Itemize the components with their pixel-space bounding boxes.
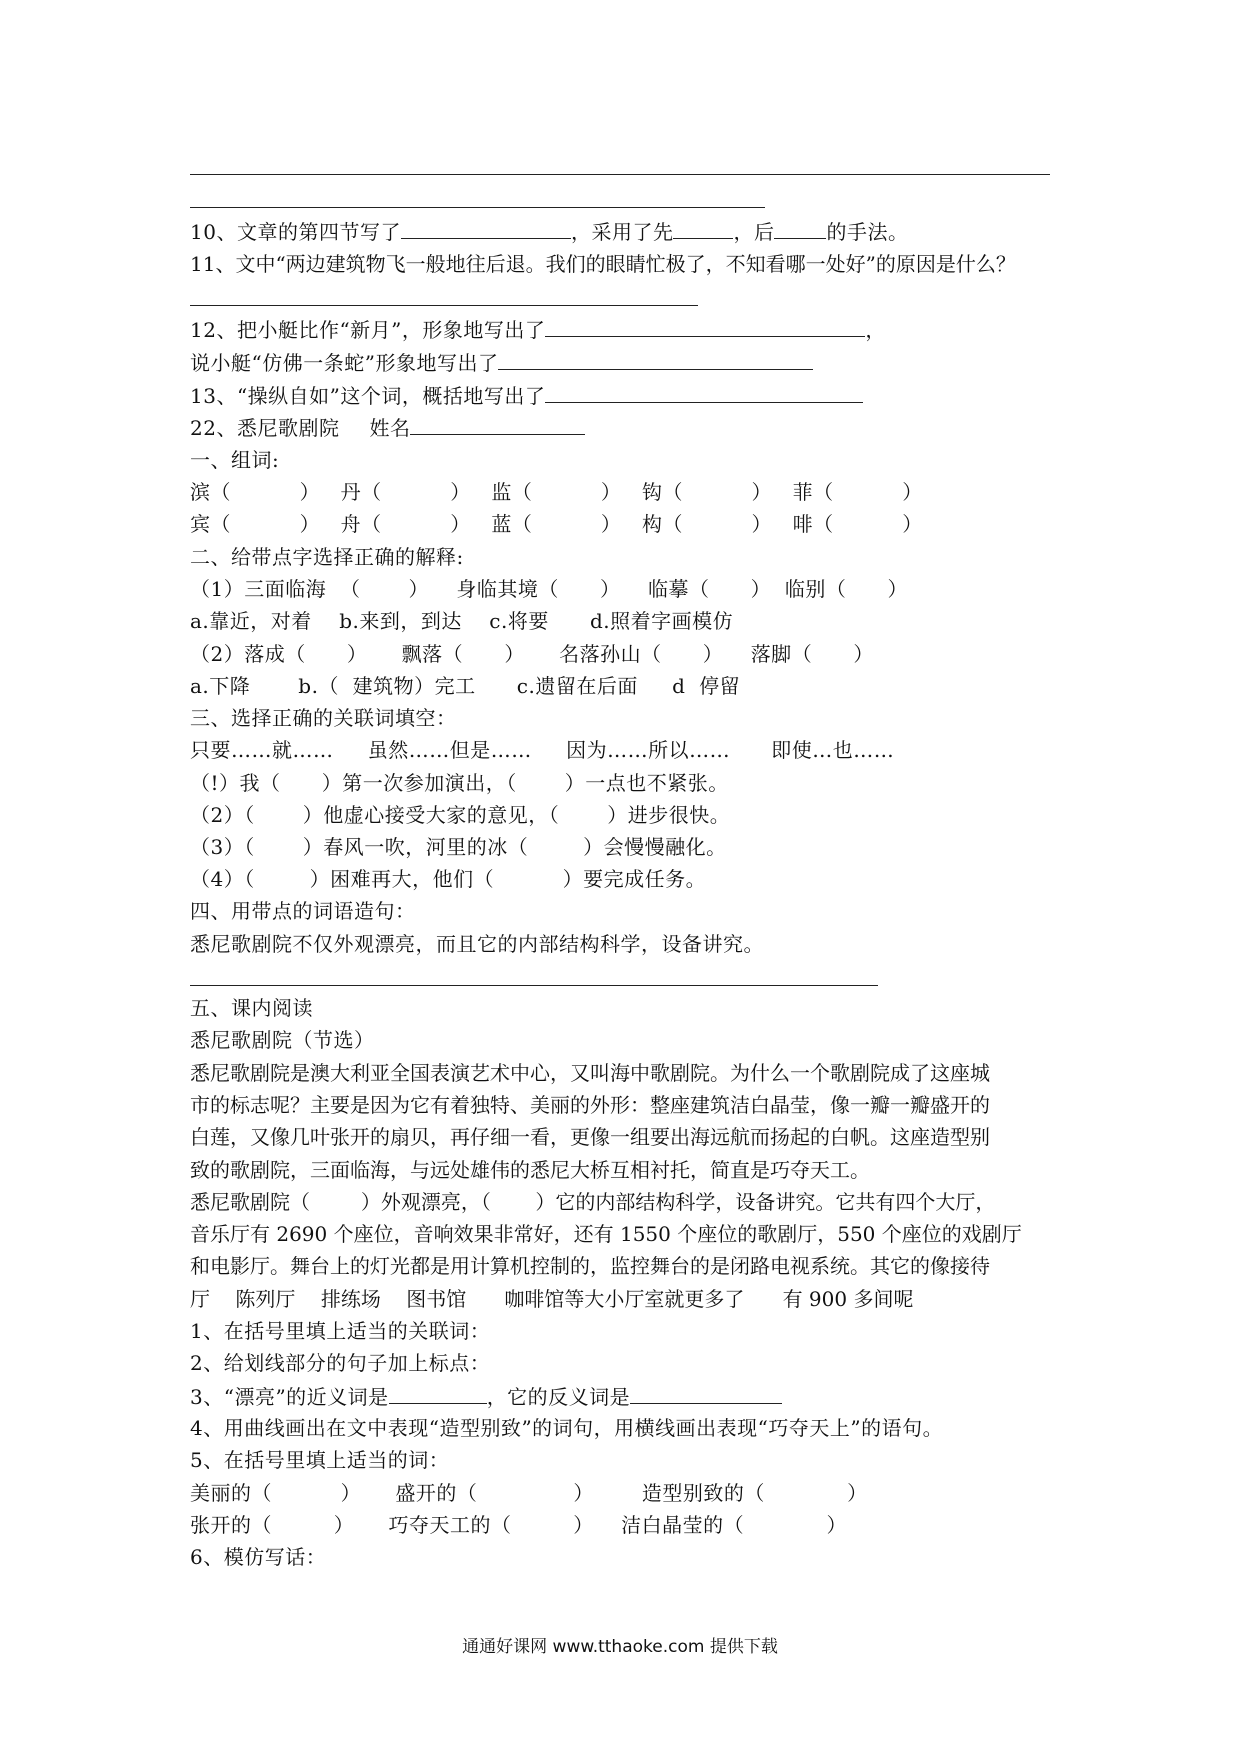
page-footer: 通通好课网 www.tthaoke.com 提供下载 (462, 1637, 778, 1657)
word-group-row: 滨（ ） 丹（ ） 监（ ） 钩（ ） 菲（ ） (190, 480, 923, 504)
fill-words-row: 张开的（ ） 巧夺天工的（ ） 洁白晶莹的（ ） (190, 1513, 847, 1537)
reading-question-3: 3、“漂亮”的近义词是 ，它的反义词是 (190, 1381, 782, 1412)
conjunction-options: 只要……就…… 虽然……但是…… 因为……所以…… 即使…也…… (190, 738, 895, 762)
reading-question-5: 5、在括号里填上适当的词： (190, 1448, 450, 1472)
question-12: 12、把小艇比作“新月”，形象地写出了 ， (190, 314, 886, 345)
answer-line (190, 305, 698, 306)
section-2-heading: 二、给带点字选择正确的解释: (190, 545, 464, 569)
answer-blank[interactable] (389, 1381, 487, 1404)
answer-blank[interactable] (774, 216, 826, 239)
reading-question-1: 1、在括号里填上适当的关联词： (190, 1319, 491, 1343)
passage-line: 致的歌剧院，三面临海，与远处雄伟的悉尼大桥互相衬托，简直是巧夺天工。 (190, 1158, 870, 1182)
answer-blank[interactable] (401, 216, 571, 239)
word-group-row: 宾（ ） 舟（ ） 蓝（ ） 构（ ） 啡（ ） (190, 512, 923, 536)
sentence-example: 悉尼歌剧院不仅外观漂亮，而且它的内部结构科学，设备讲究。 (190, 932, 764, 956)
conjunction-item: （!）我（ ）第一次参加演出，（ ）一点也不紧张。 (190, 771, 729, 795)
conjunction-item: （2）（ ）他虚心接受大家的意见，（ ）进步很快。 (190, 803, 731, 827)
passage-line: 厅 陈列厅 排练场 图书馆 咖啡馆等大小厅室就更多了 有 900 多间呢 (190, 1287, 914, 1311)
answer-line (190, 985, 878, 986)
reading-question-6: 6、模仿写话： (190, 1545, 327, 1569)
reading-question-4: 4、用曲线画出在文中表现“造型别致”的词句，用横线画出表现“巧夺天上”的语句。 (190, 1416, 944, 1440)
conjunction-item: （3）（ ）春风一吹，河里的冰（ ）会慢慢融化。 (190, 835, 727, 859)
question-12-line2: 说小艇“仿佛一条蛇”形象地写出了 (190, 347, 813, 378)
meaning-question-2: （2）落成（ ） 飘落（ ） 名落孙山（ ） 落脚（ ） (190, 642, 874, 666)
reading-question-2: 2、给划线部分的句子加上标点： (190, 1351, 491, 1375)
passage-line: 音乐厅有 2690 个座位，音响效果非常好，还有 1550 个座位的歌剧厅，550 个座位的戏剧厅 (190, 1222, 1022, 1246)
section-3-heading: 三、选择正确的关联词填空： (190, 706, 457, 730)
section-4-heading: 四、用带点的词语造句： (190, 899, 416, 923)
answer-blank[interactable] (630, 1381, 782, 1404)
name-blank[interactable] (410, 412, 585, 435)
question-10: 10、文章的第四节写了 ，采用了先 ，后 的手法。 (190, 216, 908, 247)
meaning-question-1: （1）三面临海 （ ） 身临其境（ ） 临摹（ ） 临别（ ） (190, 577, 908, 601)
question-11: 11、文中“两边建筑物飞一般地往后退。我们的眼睛忙极了，不知看哪一处好”的原因是什么？ (190, 252, 1016, 276)
lesson-title: 22、悉尼歌剧院 姓名 (190, 412, 585, 443)
answer-blank[interactable] (545, 314, 865, 337)
answer-blank[interactable] (545, 380, 863, 403)
answer-line (190, 207, 765, 208)
meaning-options-2: a.下降 b.（ 建筑物）完工 c.遗留在后面 d 停留 (190, 674, 741, 698)
answer-line (190, 174, 1050, 175)
answer-blank[interactable] (673, 216, 733, 239)
section-5-heading: 五、课内阅读 (190, 996, 313, 1020)
question-13: 13、“操纵自如”这个词，概括地写出了 (190, 380, 863, 411)
passage-title: 悉尼歌剧院（节选） (190, 1028, 375, 1052)
passage-line: 悉尼歌剧院（ ）外观漂亮，（ ）它的内部结构科学，设备讲究。它共有四个大厅， (190, 1190, 996, 1214)
passage-line: 市的标志呢？主要是因为它有着独特、美丽的外形：整座建筑洁白晶莹，像一瓣一瓣盛开的 (190, 1093, 990, 1117)
fill-words-row: 美丽的（ ） 盛开的（ ） 造型别致的（ ） (190, 1481, 868, 1505)
conjunction-item: （4）（ ）困难再大，他们（ ）要完成任务。 (190, 867, 707, 891)
passage-line: 悉尼歌剧院是澳大利亚全国表演艺术中心，又叫海中歌剧院。为什么一个歌剧院成了这座城 (190, 1061, 990, 1085)
passage-line: 白莲，又像几叶张开的扇贝，再仔细一看，更像一组要出海远航而扬起的白帆。这座造型别 (190, 1125, 990, 1149)
answer-blank[interactable] (498, 347, 813, 370)
passage-line: 和电影厅。舞台上的灯光都是用计算机控制的，监控舞台的是闭路电视系统。其它的像接待 (190, 1254, 990, 1278)
section-1-heading: 一、组词: (190, 448, 280, 472)
meaning-options-1: a.靠近，对着 b.来到，到达 c.将要 d.照着字画模仿 (190, 609, 734, 633)
